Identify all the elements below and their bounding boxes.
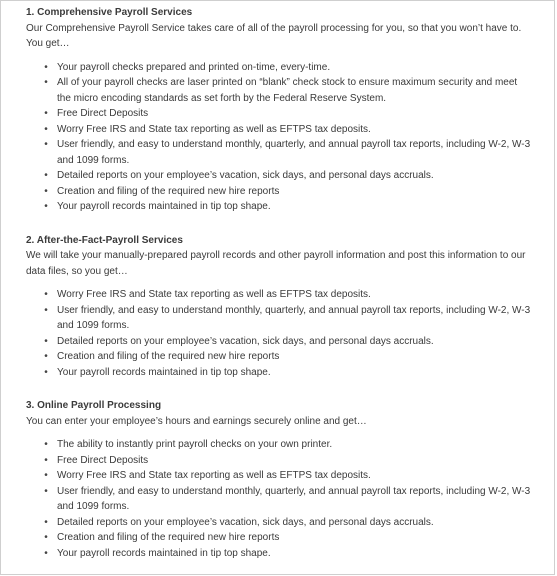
list-item-text: Creation and filing of the required new hire reports	[57, 185, 280, 197]
bullet-icon: •	[44, 185, 48, 197]
list-item-text: All of your payroll checks are laser printed on “blank” check stock to ensure maximum security and meet the micro encoding standards as set forth by the Federal Reserve System.	[57, 77, 518, 104]
list-item-text: The ability to instantly print payroll checks on your own printer.	[57, 439, 333, 450]
list-item	[44, 303, 532, 334]
list-item-text: Free Direct Deposits	[57, 108, 149, 119]
list-item	[44, 137, 532, 168]
bullet-icon: •	[44, 470, 48, 481]
section-after-the-fact-payroll	[26, 233, 532, 381]
section-bullet-list	[26, 437, 532, 561]
list-item-text: Your payroll records maintained in tip top shape.	[57, 201, 271, 212]
list-item-text: Your payroll records maintained in tip top shape.	[57, 366, 271, 378]
list-item	[44, 287, 532, 303]
list-item	[44, 199, 532, 215]
bullet-icon: •	[44, 547, 48, 559]
list-item	[44, 106, 532, 122]
section-comprehensive-payroll	[26, 5, 532, 215]
bullet-icon: •	[44, 516, 48, 528]
bullet-icon: •	[44, 108, 48, 119]
section-intro: You can enter your employee’s hours and earnings securely online and get…	[26, 415, 367, 427]
list-item-text: Creation and filing of the required new hire reports	[57, 351, 280, 362]
list-item-text: Creation and filing of the required new hire reports	[57, 532, 280, 543]
list-item-text: Your payroll checks prepared and printed on-time, every-time.	[57, 61, 331, 73]
bullet-icon: •	[44, 61, 48, 73]
section-title: 3. Online Payroll Processing	[26, 400, 162, 411]
bullet-icon: •	[44, 439, 48, 450]
bullet-icon: •	[44, 201, 48, 212]
list-item	[44, 546, 532, 562]
list-item-text: Detailed reports on your employee’s vacation, sick days, and personal days accruals.	[57, 170, 434, 181]
list-item	[44, 168, 532, 184]
bullet-icon: •	[44, 485, 48, 497]
bullet-icon: •	[44, 77, 48, 88]
list-item	[44, 60, 532, 76]
bullet-icon: •	[44, 351, 48, 362]
bullet-icon: •	[44, 366, 48, 378]
list-item-text: User friendly, and easy to understand monthly, quarterly, and annual payroll tax reports, including W-2, W-3 and 1099 forms.	[57, 139, 531, 166]
list-item-text: Worry Free IRS and State tax reporting as well as EFTPS tax deposits.	[57, 123, 371, 135]
section-title: 1. Comprehensive Payroll Services	[26, 7, 193, 18]
bullet-icon: •	[44, 289, 48, 300]
bullet-icon: •	[44, 139, 48, 150]
list-item	[44, 184, 532, 200]
list-item-text: Detailed reports on your employee’s vacation, sick days, and personal days accruals.	[57, 335, 434, 347]
list-item	[44, 437, 532, 453]
list-item	[44, 468, 532, 484]
list-item-text: Worry Free IRS and State tax reporting as well as EFTPS tax deposits.	[57, 289, 371, 300]
list-item	[44, 334, 532, 350]
list-item-text: Detailed reports on your employee’s vacation, sick days, and personal days accruals.	[57, 516, 434, 528]
section-online-payroll	[26, 398, 532, 561]
services-content	[26, 5, 532, 561]
bullet-icon: •	[44, 532, 48, 543]
bullet-icon: •	[44, 454, 48, 466]
bullet-icon: •	[44, 170, 48, 181]
list-item	[44, 484, 532, 515]
list-item	[44, 365, 532, 381]
section-title: 2. After-the-Fact-Payroll Services	[26, 234, 183, 246]
section-bullet-list	[26, 60, 532, 215]
list-item-text: Your payroll records maintained in tip top shape.	[57, 547, 271, 559]
section-intro: We will take your manually-prepared payroll records and other payroll information and post this information to our data files, so you get…	[26, 250, 526, 277]
bullet-icon: •	[44, 335, 48, 347]
section-intro: Our Comprehensive Payroll Service takes care of all of the payroll processing for you, so that you won’t have to. You get…	[26, 22, 522, 49]
list-item-text: Free Direct Deposits	[57, 454, 149, 466]
list-item	[44, 515, 532, 531]
list-item	[44, 453, 532, 469]
list-item	[44, 349, 532, 365]
section-bullet-list	[26, 287, 532, 380]
list-item	[44, 75, 532, 106]
list-item	[44, 530, 532, 546]
list-item	[44, 122, 532, 138]
bullet-icon: •	[44, 123, 48, 135]
list-item-text: Worry Free IRS and State tax reporting as well as EFTPS tax deposits.	[57, 470, 371, 481]
bullet-icon: •	[44, 304, 48, 316]
list-item-text: User friendly, and easy to understand monthly, quarterly, and annual payroll tax reports, including W-2, W-3 and 1099 forms.	[57, 485, 531, 512]
list-item-text: User friendly, and easy to understand monthly, quarterly, and annual payroll tax reports, including W-2, W-3 and 1099 forms.	[57, 304, 531, 331]
